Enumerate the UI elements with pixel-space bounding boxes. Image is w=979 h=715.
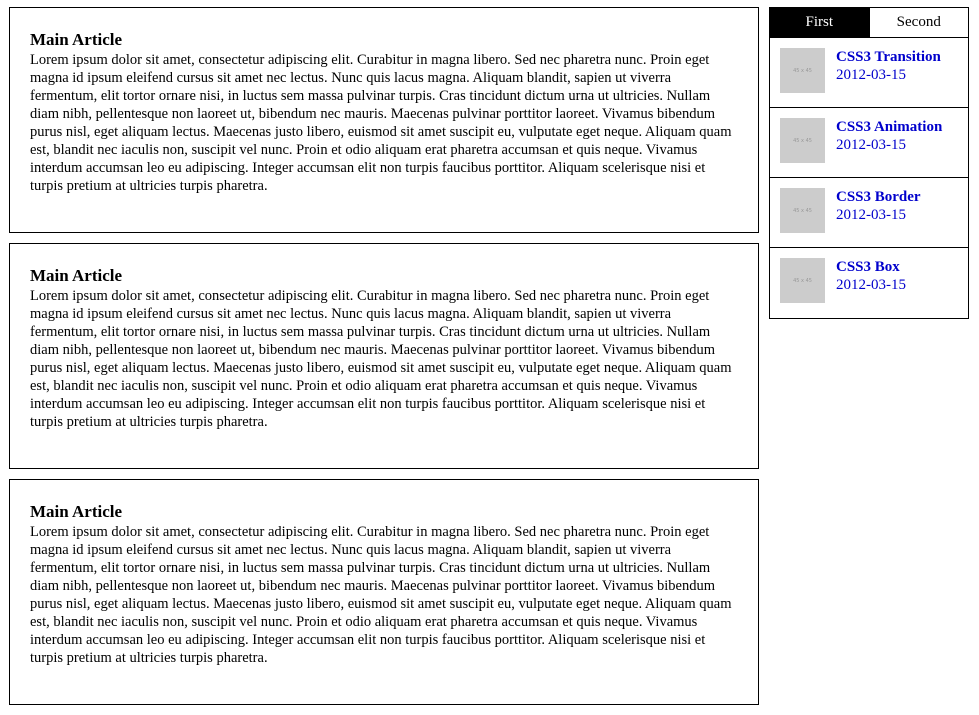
article-card <box>9 479 759 705</box>
sidebar-item-title[interactable]: CSS3 Animation <box>836 119 943 135</box>
article-body: Lorem ipsum dolor sit amet, consectetur adipiscing elit. Curabitur in magna libero. Sed nec pharetra nunc. Proin eget magna id ipsum eleifend cursus sit amet nec lectus. Nunc quis lacus magna. Aliquam blandit, sapien ut viverra fermentum, elit tortor ornare nisi, in luctus sem massa pulvinar turpis. Cras tincidunt dictum urna ut ultricies. Nullam diam nibh, pellentesque non laoreet ut, bibendum nec mauris. Maecenas pulvinar porttitor laoreet. Vivamus bibendum purus nisl, eget aliquam lectus. Maecenas justo libero, euismod sit amet suscipit eu, vulputate eget neque. Aliquam quam est, blandit nec iaculis non, suscipit vel nunc. Proin et odio aliquam erat pharetra accumsan et quis neque. Vivamus interdum accumsan leo eu adipiscing. Integer accumsan elit non turpis faucibus porttitor. Aliquam scelerisque nisi et turpis pretium at ultricies turpis pharetra. <box>30 288 732 430</box>
thumbnail-placeholder-image: 45 x 45 <box>780 258 825 303</box>
article-body: Lorem ipsum dolor sit amet, consectetur adipiscing elit. Curabitur in magna libero. Sed nec pharetra nunc. Proin eget magna id ipsum eleifend cursus sit amet nec lectus. Nunc quis lacus magna. Aliquam blandit, sapien ut viverra fermentum, elit tortor ornare nisi, in luctus sem massa pulvinar turpis. Cras tincidunt dictum urna ut ultricies. Nullam diam nibh, pellentesque non laoreet ut, bibendum nec mauris. Maecenas pulvinar porttitor laoreet. Vivamus bibendum purus nisl, eget aliquam lectus. Maecenas justo libero, euismod sit amet suscipit eu, vulputate eget neque. Aliquam quam est, blandit nec iaculis non, suscipit vel nunc. Proin et odio aliquam erat pharetra accumsan et quis neque. Vivamus interdum accumsan leo eu adipiscing. Integer accumsan elit non turpis faucibus porttitor. Aliquam scelerisque nisi et turpis pretium at ultricies turpis pharetra. <box>30 52 732 194</box>
sidebar-item-title[interactable]: CSS3 Border <box>836 189 921 205</box>
sidebar-item-css3-animation[interactable] <box>770 108 968 178</box>
tab-second[interactable]: Second <box>869 8 969 37</box>
sidebar-item-css3-border[interactable] <box>770 178 968 248</box>
sidebar-item-text <box>836 118 942 167</box>
sidebar-item-date: 2012-03-15 <box>836 207 906 223</box>
sidebar-item-text <box>836 258 906 308</box>
article-title: Main Article <box>30 30 123 49</box>
sidebar-item-css3-transition[interactable] <box>770 38 968 108</box>
sidebar-item-css3-box[interactable] <box>770 248 968 318</box>
article-title: Main Article <box>30 502 123 521</box>
sidebar-item-text <box>836 188 921 237</box>
sidebar-item-date: 2012-03-15 <box>836 277 906 293</box>
article-card <box>9 243 759 469</box>
article-body: Lorem ipsum dolor sit amet, consectetur adipiscing elit. Curabitur in magna libero. Sed nec pharetra nunc. Proin eget magna id ipsum eleifend cursus sit amet nec lectus. Nunc quis lacus magna. Aliquam blandit, sapien ut viverra fermentum, elit tortor ornare nisi, in luctus sem massa pulvinar turpis. Cras tincidunt dictum urna ut ultricies. Nullam diam nibh, pellentesque non laoreet ut, bibendum nec mauris. Maecenas pulvinar porttitor laoreet. Vivamus bibendum purus nisl, eget aliquam lectus. Maecenas justo libero, euismod sit amet suscipit eu, vulputate eget neque. Aliquam quam est, blandit nec iaculis non, suscipit vel nunc. Proin et odio aliquam erat pharetra accumsan et quis neque. Vivamus interdum accumsan leo eu adipiscing. Integer accumsan elit non turpis faucibus porttitor. Aliquam scelerisque nisi et turpis pretium at ultricies turpis pharetra. <box>30 524 732 666</box>
article-title: Main Article <box>30 266 123 285</box>
sidebar-item-text <box>836 48 941 97</box>
sidebar-item-date: 2012-03-15 <box>836 67 906 83</box>
thumbnail-placeholder-image: 45 x 45 <box>780 118 825 163</box>
sidebar-item-date: 2012-03-15 <box>836 137 906 153</box>
thumbnail-placeholder-image: 45 x 45 <box>780 188 825 233</box>
tab-bar <box>770 8 968 38</box>
tab-first[interactable]: First <box>770 8 869 37</box>
thumbnail-placeholder-image: 45 x 45 <box>780 48 825 93</box>
article-card <box>9 7 759 233</box>
sidebar-item-title[interactable]: CSS3 Transition <box>836 49 941 65</box>
sidebar-widget <box>769 7 969 319</box>
sidebar-item-title[interactable]: CSS3 Box <box>836 259 900 275</box>
main-content <box>9 7 759 715</box>
